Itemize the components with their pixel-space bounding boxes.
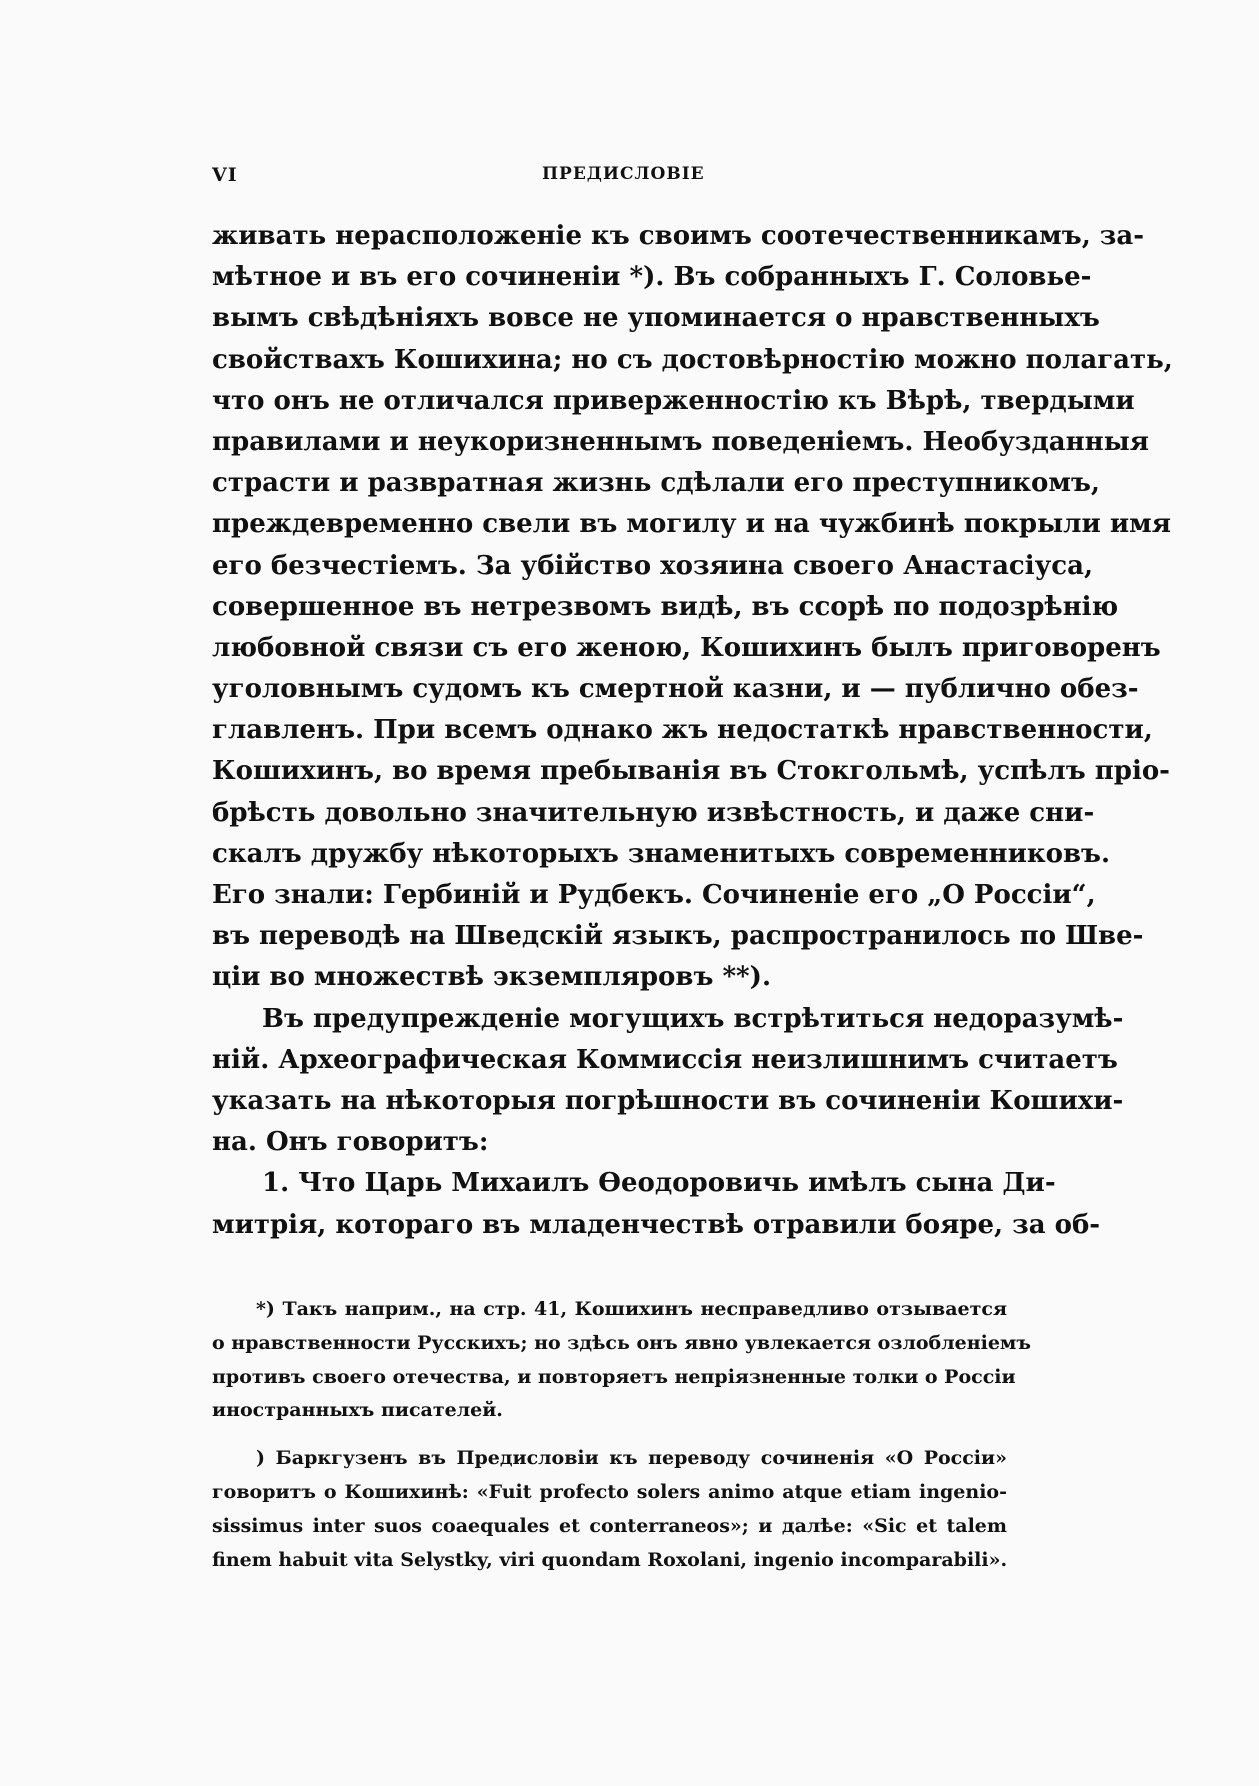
text-line: скалъ дружбу нѣкоторыхъ знаменитыхъ современниковъ. <box>212 838 1111 869</box>
text-line: Его знали: Гербиній и Рудбекъ. Сочиненіе его „О Россіи“, <box>212 880 1096 910</box>
text-line: Кошихинъ, во время пребыванія въ Стокгольмѣ, успѣлъ пріо- <box>212 756 1170 787</box>
text-line: преждевременно свели въ могилу и на чужбинѣ покрыли имя <box>212 509 1171 540</box>
text-line: брѣсть довольно значительную извѣстность, и даже сни- <box>212 797 1095 828</box>
footnote-line: sissimus inter suos coaequales et conterraneos»; и далѣе: «Sic et talem <box>212 1514 1007 1537</box>
text-line: живать нерасположеніе къ своимъ соотечественникамъ, за- <box>212 221 1145 251</box>
text-line: уголовнымъ судомъ къ смертной казни, и — публично обез- <box>212 674 1139 705</box>
text-line: правилами и неукоризненнымъ поведеніемъ. Необузданныя <box>212 426 1149 457</box>
main-text <box>212 216 1173 1246</box>
text-line: свойствахъ Кошихина; но съ достовѣрностію можно полагать, <box>212 344 1173 375</box>
text-line: его безчестіемъ. За убійство хозяина своего Анастасіуса, <box>212 550 1093 581</box>
footnotes <box>212 1293 1031 1577</box>
text-line: вымъ свѣдѣніяхъ вовсе не упоминается о нравственныхъ <box>212 303 1100 334</box>
footnote-line: иностранныхъ писателей. <box>212 1399 503 1422</box>
running-title: ПРЕДИСЛОВІЕ <box>542 164 705 184</box>
footnote-line: противъ своего отечества, и повторяетъ непріязненные толки о Россіи <box>212 1365 1016 1388</box>
text-line: совершенное въ нетрезвомъ видѣ, въ ссорѣ по подозрѣнію <box>212 591 1119 622</box>
text-line: митрія, котораго въ младенчествѣ отравили бояре, за об- <box>212 1209 1101 1240</box>
text-line: ціи во множествѣ экземпляровъ **). <box>212 962 771 993</box>
footnote-1 <box>212 1293 1031 1428</box>
text-line: любовной связи съ его женою, Кошихинъ былъ приговоренъ <box>212 632 1161 663</box>
page-number: VI <box>212 164 238 186</box>
footnote-2 <box>212 1442 1007 1577</box>
text-line: главленъ. При всемъ однако жъ недостаткѣ нравственности, <box>212 715 1153 746</box>
text-line: въ переводѣ на Шведскій языкъ, распространилось по Шве- <box>212 921 1144 952</box>
footnote-line: говоритъ о Кошихинѣ: «Fuit profecto solers animo atque etiam ingenio- <box>212 1480 1007 1503</box>
text-line: 1. Что Царь Михаилъ Ѳеодоровичь имѣлъ сына Ди- <box>262 1168 1056 1199</box>
footnote-line: о нравственности Русскихъ; но здѣсь онъ явно увлекается озлобленіемъ <box>212 1331 1031 1354</box>
text-line: указать на нѣкоторыя погрѣшности въ сочиненіи Кошихи- <box>212 1085 1124 1116</box>
text-line: Въ предупрежденіе могущихъ встрѣтиться недоразумѣ- <box>262 1003 1124 1034</box>
text-line: мѣтное и въ его сочиненіи *). Въ собранныхъ Г. Соловье- <box>212 262 1092 293</box>
footnote-line: ) Баркгузенъ въ Предисловіи къ переводу сочиненія «О Россіи» <box>256 1447 1007 1470</box>
text-line: ній. Археографическая Коммиссія неизлишнимъ считаетъ <box>212 1044 1118 1075</box>
text-line: что онъ не отличался приверженностію къ Вѣрѣ, твердыми <box>212 385 1135 416</box>
page-header <box>212 164 1007 194</box>
text-line: на. Онъ говоритъ: <box>212 1127 489 1158</box>
footnote-line: *) Такъ наприм., на стр. 41, Кошихинъ несправедливо отзывается <box>256 1298 1007 1320</box>
footnote-line: finem habuit vita Selystky, viri quondam Roxolani, ingenio incomparabili». <box>212 1548 1008 1571</box>
text-line: страсти и развратная жизнь сдѣлали его преступникомъ, <box>212 468 1100 499</box>
